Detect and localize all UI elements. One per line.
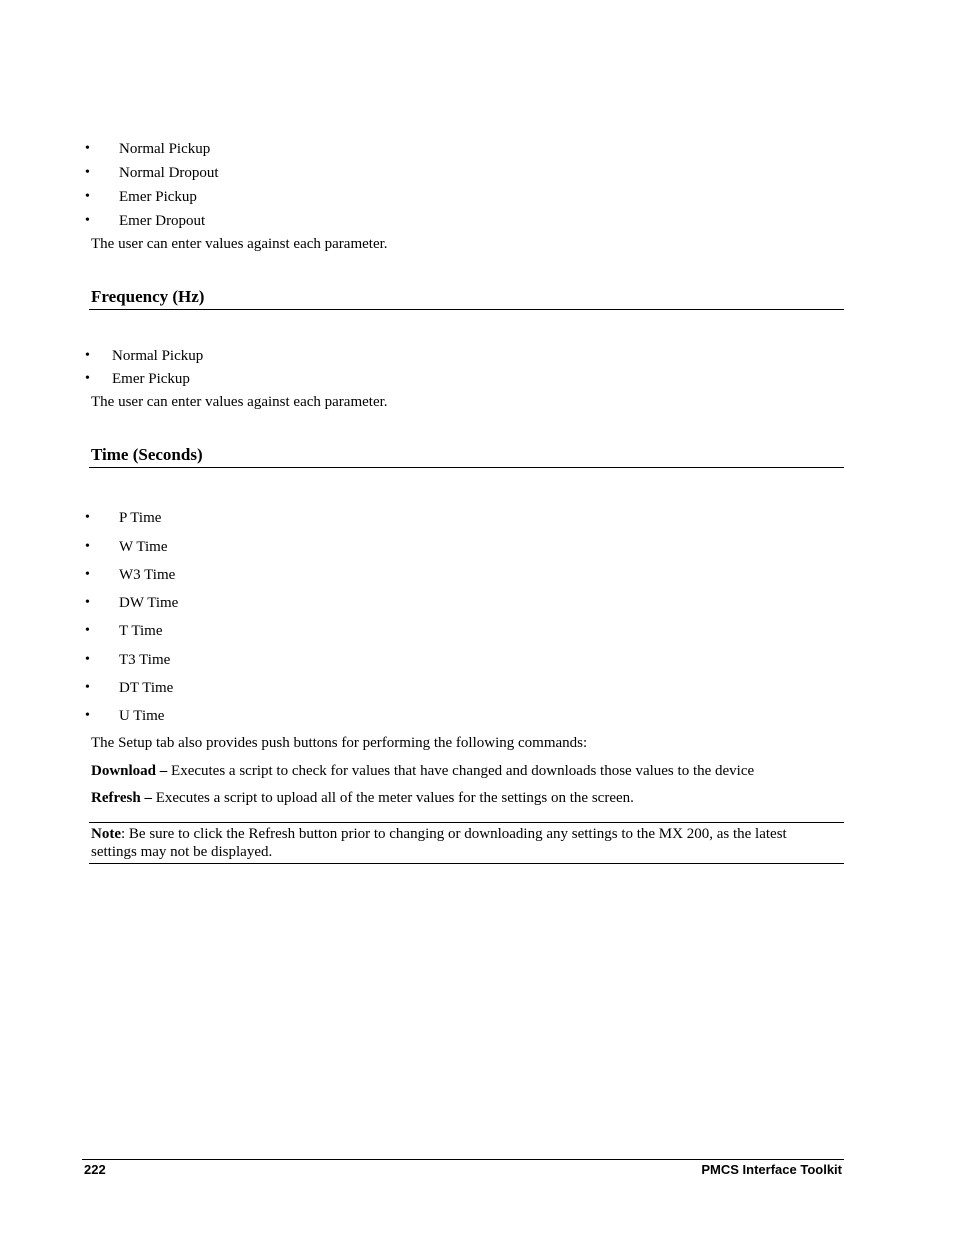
note-bottom-rule — [89, 863, 844, 864]
bullet-icon: • — [85, 510, 90, 525]
time-heading: Time (Seconds) — [91, 445, 203, 464]
list-item-text: Normal Pickup — [119, 141, 211, 157]
note-line-2: settings may not be displayed. — [91, 844, 273, 860]
list-item-text: U Time — [119, 708, 165, 724]
list-item-text: Normal Dropout — [119, 165, 219, 181]
bullet-icon: • — [85, 539, 90, 554]
list-item-text: W Time — [119, 539, 168, 555]
footer-title: PMCS Interface Toolkit — [701, 1162, 842, 1177]
bullet-icon: • — [85, 165, 90, 180]
bullet-icon: • — [85, 595, 90, 610]
bullet-icon: • — [85, 141, 90, 156]
note-label: Note — [91, 826, 121, 842]
voltage-note: The user can enter values against each parameter. — [91, 236, 388, 252]
time-heading-rule — [89, 467, 844, 468]
list-item-text: Emer Pickup — [119, 189, 197, 205]
list-item-text: W3 Time — [119, 567, 176, 583]
footer-rule — [82, 1159, 844, 1160]
bullet-icon: • — [85, 680, 90, 695]
bullet-icon: • — [85, 567, 90, 582]
bullet-icon: • — [85, 213, 90, 228]
list-item-text: DT Time — [119, 680, 174, 696]
note-top-rule — [89, 822, 844, 823]
list-item-text: T3 Time — [119, 652, 171, 668]
list-item-text: Emer Pickup — [112, 371, 190, 387]
list-item-text: Emer Dropout — [119, 213, 206, 229]
bullet-icon: • — [85, 371, 90, 386]
list-item-text: Normal Pickup — [112, 348, 204, 364]
refresh-text: Executes a script to upload all of the meter values for the settings on the screen. — [151, 790, 634, 806]
download-description — [91, 762, 754, 780]
download-label: Download – — [91, 763, 168, 779]
frequency-note: The user can enter values against each parameter. — [91, 394, 388, 410]
list-item-text: DW Time — [119, 595, 179, 611]
list-item-text: P Time — [119, 510, 162, 526]
bullet-icon: • — [85, 708, 90, 723]
bullet-icon: • — [85, 623, 90, 638]
frequency-heading-rule — [89, 309, 844, 310]
refresh-label: Refresh – — [91, 790, 152, 806]
bullet-icon: • — [85, 189, 90, 204]
refresh-description — [91, 789, 634, 807]
setup-description: The Setup tab also provides push buttons for performing the following commands: — [91, 735, 588, 751]
bullet-icon: • — [85, 348, 90, 363]
bullet-icon: • — [85, 652, 90, 667]
frequency-heading: Frequency (Hz) — [91, 287, 205, 306]
note-text-1: : Be sure to click the Refresh button prior to changing or downloading any settings to the MX 200, as the latest — [121, 826, 787, 842]
page-number: 222 — [84, 1162, 106, 1177]
list-item-text: T Time — [119, 623, 163, 639]
download-text: Executes a script to check for values that have changed and downloads those values to the device — [167, 763, 755, 779]
note-line-1 — [91, 825, 787, 843]
